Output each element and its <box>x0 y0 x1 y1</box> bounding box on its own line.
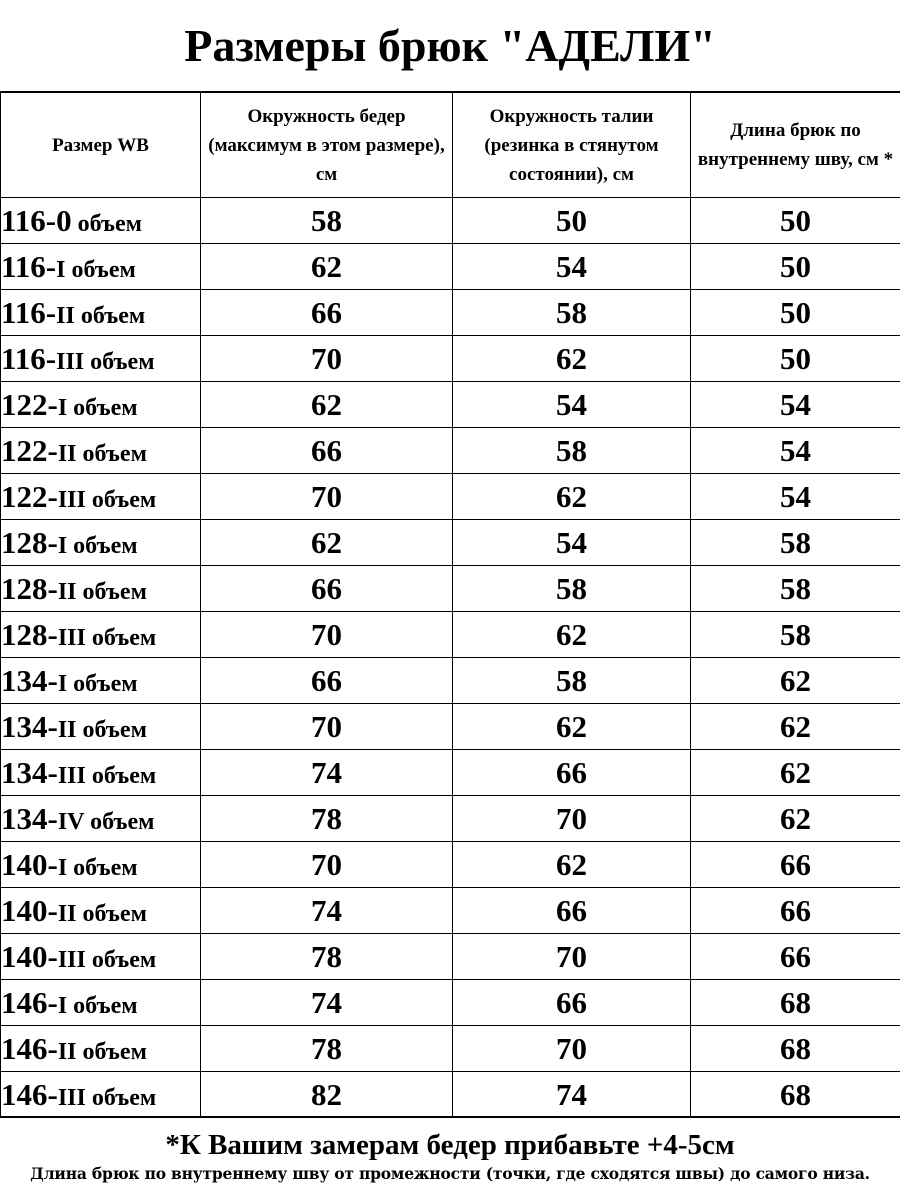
hips-cell: 70 <box>201 474 453 520</box>
waist-cell: 50 <box>453 198 691 244</box>
table-row <box>1 704 900 750</box>
hips-cell: 70 <box>201 842 453 888</box>
size-volume: I <box>57 394 68 421</box>
header-length: Длина брюк по внутреннему шву, см * <box>691 93 900 198</box>
size-volume: II <box>57 900 77 927</box>
hips-cell: 70 <box>201 612 453 658</box>
hips-cell: 82 <box>201 1072 453 1118</box>
size-table <box>0 92 900 1118</box>
size-volume-word: объем <box>67 854 138 881</box>
size-volume-word: объем <box>76 716 147 743</box>
size-volume: II <box>57 716 77 743</box>
waist-cell: 70 <box>453 1026 691 1072</box>
waist-cell: 62 <box>453 474 691 520</box>
size-volume: I <box>57 992 68 1019</box>
size-number: 134- <box>1 754 58 790</box>
length-cell: 68 <box>691 1026 900 1072</box>
waist-cell: 54 <box>453 382 691 428</box>
size-volume: I <box>56 256 66 283</box>
header-row <box>1 93 900 198</box>
hips-cell: 66 <box>201 566 453 612</box>
size-number: 122- <box>1 386 58 422</box>
size-cell <box>1 428 201 474</box>
table-row <box>1 658 900 704</box>
footer-notes <box>0 1116 900 1200</box>
hips-cell: 62 <box>201 520 453 566</box>
header-waist: Окружность талии (резинка в стянутом состоянии), см <box>453 93 691 198</box>
size-number: 134- <box>1 708 58 744</box>
table-body <box>1 198 900 1118</box>
table-row <box>1 1026 900 1072</box>
size-volume-word: объем <box>71 210 143 237</box>
footer-note-hips: *К Вашим замерам бедер прибавьте +4-5см <box>165 1129 735 1161</box>
size-volume: III <box>57 624 86 651</box>
hips-cell: 74 <box>201 750 453 796</box>
size-volume-word: объем <box>67 670 138 697</box>
length-cell: 66 <box>691 934 900 980</box>
table-row <box>1 566 900 612</box>
size-cell <box>1 474 201 520</box>
waist-cell: 66 <box>453 888 691 934</box>
waist-cell: 62 <box>453 612 691 658</box>
waist-cell: 62 <box>453 704 691 750</box>
size-cell <box>1 382 201 428</box>
table-row <box>1 980 900 1026</box>
size-cell <box>1 842 201 888</box>
size-volume: I <box>57 670 68 697</box>
length-cell: 50 <box>691 198 900 244</box>
length-cell: 68 <box>691 980 900 1026</box>
size-cell <box>1 1026 201 1072</box>
size-volume-word: объем <box>74 302 146 329</box>
size-cell <box>1 244 201 290</box>
waist-cell: 58 <box>453 566 691 612</box>
size-volume: II <box>56 302 75 329</box>
table-row <box>1 842 900 888</box>
size-number: 122- <box>1 478 58 514</box>
size-cell <box>1 1072 201 1118</box>
length-cell: 62 <box>691 750 900 796</box>
length-cell: 62 <box>691 658 900 704</box>
header-hips: Окружность бедер (максимум в этом размере), см <box>201 93 453 198</box>
waist-cell: 70 <box>453 796 691 842</box>
size-number: 128- <box>1 616 58 652</box>
size-volume-word: объем <box>65 256 136 283</box>
size-volume-word: объем <box>85 486 157 513</box>
size-volume: 0 <box>56 202 72 238</box>
size-volume-word: объем <box>67 394 138 421</box>
size-number: 116- <box>1 340 57 376</box>
size-volume: I <box>57 532 68 559</box>
size-volume-word: объем <box>85 762 157 789</box>
waist-cell: 66 <box>453 980 691 1026</box>
length-cell: 66 <box>691 888 900 934</box>
table-row <box>1 198 900 244</box>
size-volume-word: объем <box>84 808 155 835</box>
table-row <box>1 750 900 796</box>
table-row <box>1 244 900 290</box>
size-cell <box>1 520 201 566</box>
length-cell: 58 <box>691 612 900 658</box>
table-row <box>1 934 900 980</box>
size-volume: I <box>57 854 68 881</box>
hips-cell: 70 <box>201 704 453 750</box>
size-volume-word: объем <box>85 1084 157 1111</box>
size-volume: III <box>57 946 86 973</box>
table-row <box>1 888 900 934</box>
size-cell <box>1 336 201 382</box>
size-volume: II <box>57 440 77 467</box>
length-cell: 54 <box>691 474 900 520</box>
size-number: 128- <box>1 570 58 606</box>
table-row <box>1 796 900 842</box>
waist-cell: 54 <box>453 244 691 290</box>
size-volume-word: объем <box>76 440 147 467</box>
waist-cell: 62 <box>453 842 691 888</box>
size-number: 128- <box>1 524 58 560</box>
hips-cell: 66 <box>201 290 453 336</box>
waist-cell: 62 <box>453 336 691 382</box>
size-number: 146- <box>1 1030 58 1066</box>
waist-cell: 54 <box>453 520 691 566</box>
table-row <box>1 290 900 336</box>
table-row <box>1 336 900 382</box>
hips-cell: 70 <box>201 336 453 382</box>
hips-cell: 62 <box>201 244 453 290</box>
size-number: 134- <box>1 662 58 698</box>
size-number: 116- <box>1 294 57 330</box>
size-volume: II <box>57 1038 77 1065</box>
waist-cell: 70 <box>453 934 691 980</box>
size-cell <box>1 290 201 336</box>
waist-cell: 58 <box>453 658 691 704</box>
table-row <box>1 1072 900 1118</box>
length-cell: 58 <box>691 566 900 612</box>
size-volume: II <box>57 578 77 605</box>
size-cell <box>1 566 201 612</box>
size-number: 122- <box>1 432 58 468</box>
footer-note-length: Длина брюк по внутреннему шву от промежности (точки, где сходятся швы) до самого низа. <box>30 1164 870 1183</box>
size-volume-word: объем <box>67 992 138 1019</box>
table-row <box>1 612 900 658</box>
length-cell: 68 <box>691 1072 900 1118</box>
size-volume: III <box>57 762 86 789</box>
length-cell: 54 <box>691 382 900 428</box>
table-row <box>1 428 900 474</box>
size-cell <box>1 704 201 750</box>
size-cell <box>1 888 201 934</box>
length-cell: 50 <box>691 290 900 336</box>
size-number: 140- <box>1 892 58 928</box>
length-cell: 54 <box>691 428 900 474</box>
hips-cell: 62 <box>201 382 453 428</box>
size-number: 116- <box>1 202 57 238</box>
hips-cell: 66 <box>201 428 453 474</box>
hips-cell: 74 <box>201 980 453 1026</box>
table-row <box>1 520 900 566</box>
size-cell <box>1 198 201 244</box>
hips-cell: 78 <box>201 796 453 842</box>
size-volume-word: объем <box>85 624 157 651</box>
length-cell: 58 <box>691 520 900 566</box>
length-cell: 50 <box>691 244 900 290</box>
table-row <box>1 382 900 428</box>
size-volume: III <box>57 1084 86 1111</box>
waist-cell: 58 <box>453 290 691 336</box>
hips-cell: 58 <box>201 198 453 244</box>
size-volume: III <box>57 486 86 513</box>
size-volume-word: объем <box>85 946 157 973</box>
waist-cell: 74 <box>453 1072 691 1118</box>
size-cell <box>1 612 201 658</box>
waist-cell: 66 <box>453 750 691 796</box>
waist-cell: 58 <box>453 428 691 474</box>
size-cell <box>1 934 201 980</box>
length-cell: 50 <box>691 336 900 382</box>
size-number: 140- <box>1 938 58 974</box>
size-number: 116- <box>1 248 57 284</box>
size-volume-word: объем <box>76 900 147 927</box>
size-volume-word: объем <box>84 348 155 375</box>
size-number: 134- <box>1 800 58 836</box>
size-volume: IV <box>57 808 85 835</box>
size-cell <box>1 980 201 1026</box>
size-volume: III <box>56 348 85 375</box>
header-size: Размер WB <box>1 93 201 198</box>
length-cell: 62 <box>691 704 900 750</box>
length-cell: 62 <box>691 796 900 842</box>
page-title: Размеры брюк "АДЕЛИ" <box>0 0 900 92</box>
size-number: 146- <box>1 984 58 1020</box>
length-cell: 66 <box>691 842 900 888</box>
table-row <box>1 474 900 520</box>
size-volume-word: объем <box>76 1038 147 1065</box>
hips-cell: 66 <box>201 658 453 704</box>
size-cell <box>1 658 201 704</box>
size-volume-word: объем <box>67 532 138 559</box>
size-volume-word: объем <box>76 578 147 605</box>
size-number: 140- <box>1 846 58 882</box>
hips-cell: 78 <box>201 934 453 980</box>
size-cell <box>1 796 201 842</box>
hips-cell: 74 <box>201 888 453 934</box>
size-number: 146- <box>1 1076 58 1112</box>
size-cell <box>1 750 201 796</box>
hips-cell: 78 <box>201 1026 453 1072</box>
